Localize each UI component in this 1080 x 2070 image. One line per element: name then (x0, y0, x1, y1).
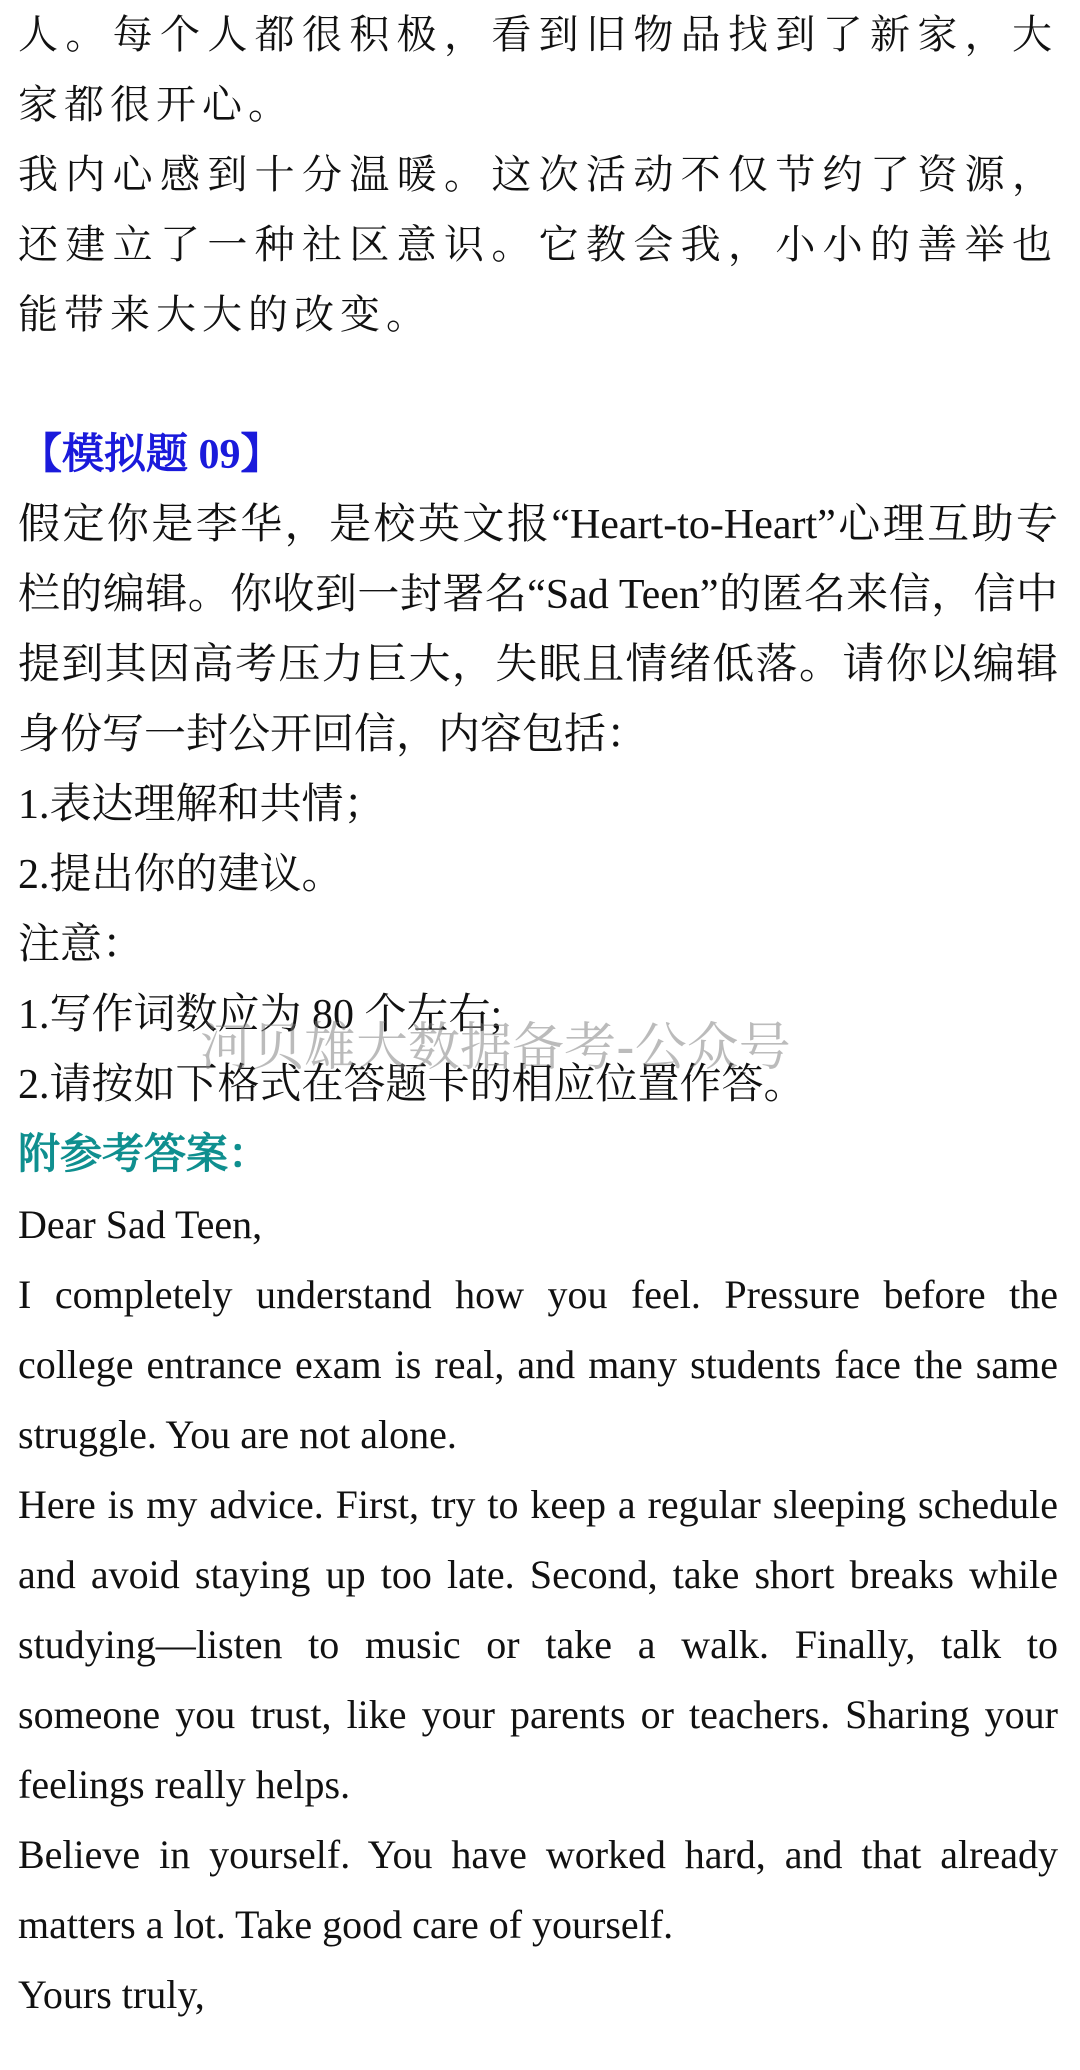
document-page (18, 0, 1058, 2070)
essay-paragraph-1: 人。每个人都很积极，看到旧物品找到了新家，大家都很开心。 (18, 12, 1058, 128)
essay-paragraph-2: 我内心感到十分温暖。这次活动不仅节约了资源，还建立了一种社区意识。它教会我，小小的善举也能带来大大的改变。 (18, 152, 1058, 338)
letter-closing: Yours truly, (18, 1972, 205, 2017)
letter-paragraph-1: I completely understand how you feel. Pressure before the college entrance exam is real, and many students face the same struggle. You are not alone. (18, 1272, 1058, 1457)
answer-heading: 附参考答案： (18, 1132, 271, 1178)
question-item-2: 2.提出你的建议。 (18, 852, 344, 898)
question-heading: 【模拟题 09】 (20, 432, 283, 478)
question-prompt: 假定你是李华，是校英文报“Heart-to-Heart”心理互助专栏的编辑。你收到一封署名“Sad Teen”的匿名来信，信中提到其因高考压力巨大，失眠且情绪低落。请你以编辑身份写一封公开回信，内容包括： (18, 502, 1058, 758)
letter-paragraph-2: Here is my advice. First, try to keep a regular sleeping schedule and avoid staying up too late. Second, take short breaks while studying—listen to music or take a walk. Finally, talk to someone you trust, like your parents or teachers. Sharing your feelings really helps. (18, 1482, 1058, 1807)
question-item-1: 1.表达理解和共情； (18, 782, 386, 828)
note-item-1: 1.写作词数应为 80 个左右; (18, 992, 503, 1038)
letter-paragraph-3: Believe in yourself. You have worked hard, and that already matters a lot. Take good care of yourself. (18, 1832, 1058, 1947)
letter-greeting: Dear Sad Teen, (18, 1202, 263, 1247)
watermark-text: 河贝雄大数据备考-公众号 (200, 1018, 791, 1078)
note-item-2: 2.请按如下格式在答题卡的相应位置作答。 (18, 1062, 806, 1108)
section-spacer (18, 350, 1058, 420)
notes-label: 注意： (18, 922, 145, 968)
